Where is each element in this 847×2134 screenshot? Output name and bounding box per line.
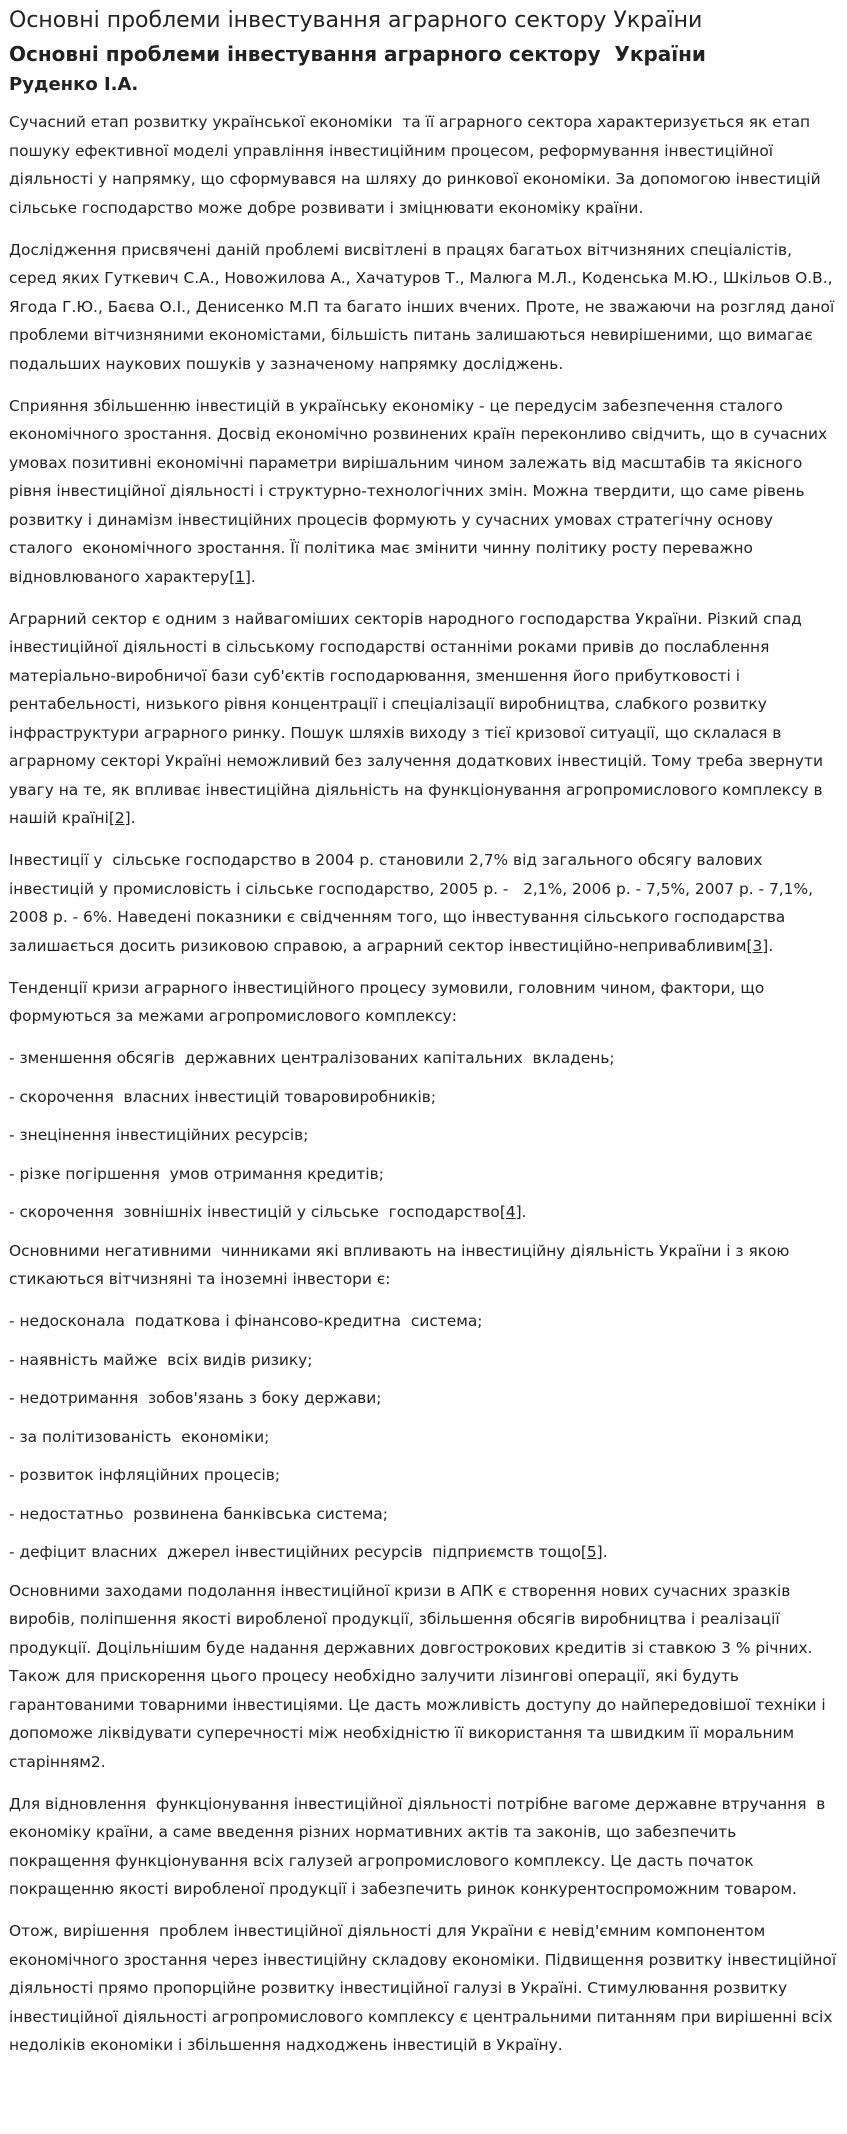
paragraph-investment-growth: [9, 392, 838, 592]
author-name: Руденко І.А.: [9, 74, 139, 95]
paragraph-text: Сприяння збільшенню інвестицій в українську економіку - це передусім забезпечення сталого економічного зростання. Досвід економічно розвинених країн переконливо свідчить, що в сучасних умовах позитивні економічні параметри вирішальним чином залежать від масштабів та якісного рівня інвестиційної діяльності і структурно-технологічних змін. Можна твердити, що саме рівень розвитку і динамізм інвестиційних процесів формують у сучасних умовах стратегічну основу сталого економічного зростання. Її політика має змінити чинну політику росту переважно відновлюваного характеру: [9, 396, 832, 586]
list-item: [9, 1538, 838, 1567]
paragraph-text: Інвестиції у сільське господарство в 2004 р. становили 2,7% від загального обсягу валових інвестицій у промисловість і сільське господарство, 2005 р. - 2,1%, 2006 р. - 7,5%, 2007 р. - 7,1%, 2008 р. - 6%. Наведені показники є свідченням того, що інвестування сільського господарства залишається досить ризиковою справою, а аграрний сектор інвестиційно-непривабливим: [9, 851, 818, 955]
citation-link-5[interactable]: [5]: [580, 1543, 603, 1561]
citation-link-3[interactable]: [3]: [746, 936, 769, 955]
list-item: - розвиток інфляційних процесів;: [9, 1466, 281, 1484]
list-item: - різке погіршення умов отримання кредитів;: [9, 1164, 384, 1183]
paragraph-conclusion: Отож, вирішення проблем інвестиційної діяльності для України є невід'ємним компонентом економічного зростання через інвестиційну складову економіки. Підвищення розвитку інвестиційної діяльності прямо пропорційне розвитку інвестиційної галузі в Україні. Стимулювання розвитку інвестиційної діяльності агропромислового комплексу є центральними питанням при вирішенні всіх недоліків економіки і збільшення надходжень інвестицій в Україну.: [9, 1922, 842, 2054]
list-item-end: .: [521, 1203, 527, 1221]
paragraph-crisis-factors: Тенденції кризи аграрного інвестиційного процесу зумовили, головним чином, фактори, що формуються за межами агропромислового комплексу:: [9, 978, 770, 1025]
paragraph-text: Аграрний сектор є одним з найвагоміших секторів народного господарства України. Різкий спад інвестиційної діяльності в сільському господарстві останніми роками привів до послаблення матеріально-виробничої бази суб'єктів господарювання, зменшення його прибутковості і рентабельності, низького рівня концентрації і спеціалізації виробництва, слабкого розвитку інфраструктури аграрного ринку. Пошук шляхів виходу з тієї кризової ситуації, що склалася в аграрному секторі Україні неможливий без залучення додаткових інвестицій. Тому треба звернути увагу на те, як впливає інвестиційна діяльність на функціонування агропромислового комплексу в нашій країні: [9, 609, 828, 827]
paragraph-investment-stats: [9, 846, 838, 960]
document-title: Основні проблеми інвестування аграрного сектору України: [9, 8, 703, 33]
paragraph-intro: Сучасний етап розвитку української економіки та її аграрного сектора характеризується як етап пошуку ефективної моделі управління інвестиційним процесом, реформування інвестиційної діяльності у напрямку, що сформувався на шляху до ринкової економіки. За допомогою інвестицій сільське господарство може добре розвивати і зміцнювати економіку країни.: [9, 113, 826, 217]
article-title: Основні проблеми інвестування аграрного сектору України: [9, 42, 706, 66]
list-item: - зменшення обсягів державних централізованих капітальних вкладень;: [9, 1049, 615, 1067]
list-item: - скорочення власних інвестицій товаровиробників;: [9, 1087, 437, 1106]
paragraph-end: .: [250, 567, 256, 586]
list-item-text: - дефіцит власних джерел інвестиційних ресурсів підприємств тощо: [9, 1543, 581, 1561]
list-item-end: .: [602, 1543, 608, 1561]
paragraph-agrarian-sector: [9, 605, 838, 833]
paragraph-crisis-measures: Основними заходами подолання інвестиційної кризи в АПК є створення нових сучасних зразків виробів, поліпшення якості виробленої продукції, збільшення обсягів виробництва і реалізації продукції. Доцільнішим буде надання державних довгострокових кредитів зі ставкою 3 % річних. Також для прискорення цього процесу необхідно залучити лізингові операції, які будуть гарантованими товарними інвестиціями. Це дасть можливість доступу до найпередовішої техніки і допоможе ліквідувати суперечності між необхідністю її використання та швидким її моральним старінням2.: [9, 1581, 831, 1771]
list-item-text: - скорочення зовнішніх інвестицій у сільське господарство: [9, 1203, 500, 1221]
paragraph-research: Дослідження присвячені даній проблемі висвітлені в працях багатьох вітчизняних спеціалістів, серед яких Гуткевич С.А., Новожилова А., Хачатуров Т., Малюга М.Л., Коденська М.Ю., Шкільов О.В., Ягода Г.Ю., Баєва О.І., Денисенко М.П та багато інших вчених. Проте, не зважаючи на розгляд даної проблеми вітчизняними економістами, більшість питань залишаються невирішеними, що вимагає подальших наукових пошуків у зазначеному напрямку досліджень.: [9, 240, 840, 373]
citation-link-2[interactable]: [2]: [108, 809, 131, 827]
paragraph-state-intervention: Для відновлення функціонування інвестиційної діяльності потрібне вагоме державне втручання в економіку країни, а саме введення різних нормативних актів та законів, що забезпечить покращення функціонування всіх галузей агропромислового комплексу. Це дасть початок покращенню якості виробленої продукції і забезпечить ринок конкурентоспроможним товаром.: [9, 1794, 831, 1898]
paragraph-negative-factors: Основними негативними чинниками які впливають на інвестиційну діяльність України і з якою стикаються вітчизняні та іноземні інвестори є:: [9, 1241, 795, 1288]
citation-link-1[interactable]: [1]: [229, 567, 251, 586]
list-item: - знецінення інвестиційних ресурсів;: [9, 1126, 309, 1144]
list-item: - недостатньо розвинена банківська система;: [9, 1504, 388, 1523]
list-item: [9, 1198, 838, 1227]
paragraph-end: .: [130, 809, 136, 827]
list-item: - недосконала податкова і фінансово-кредитна система;: [9, 1312, 483, 1330]
list-item: - за політизованість економіки;: [9, 1427, 270, 1446]
list-item: - недотримання зобов'язань з боку держави;: [9, 1389, 382, 1407]
paragraph-end: .: [768, 936, 774, 955]
list-item: - наявність майже всіх видів ризику;: [9, 1350, 313, 1369]
citation-link-4[interactable]: [4]: [499, 1203, 522, 1221]
